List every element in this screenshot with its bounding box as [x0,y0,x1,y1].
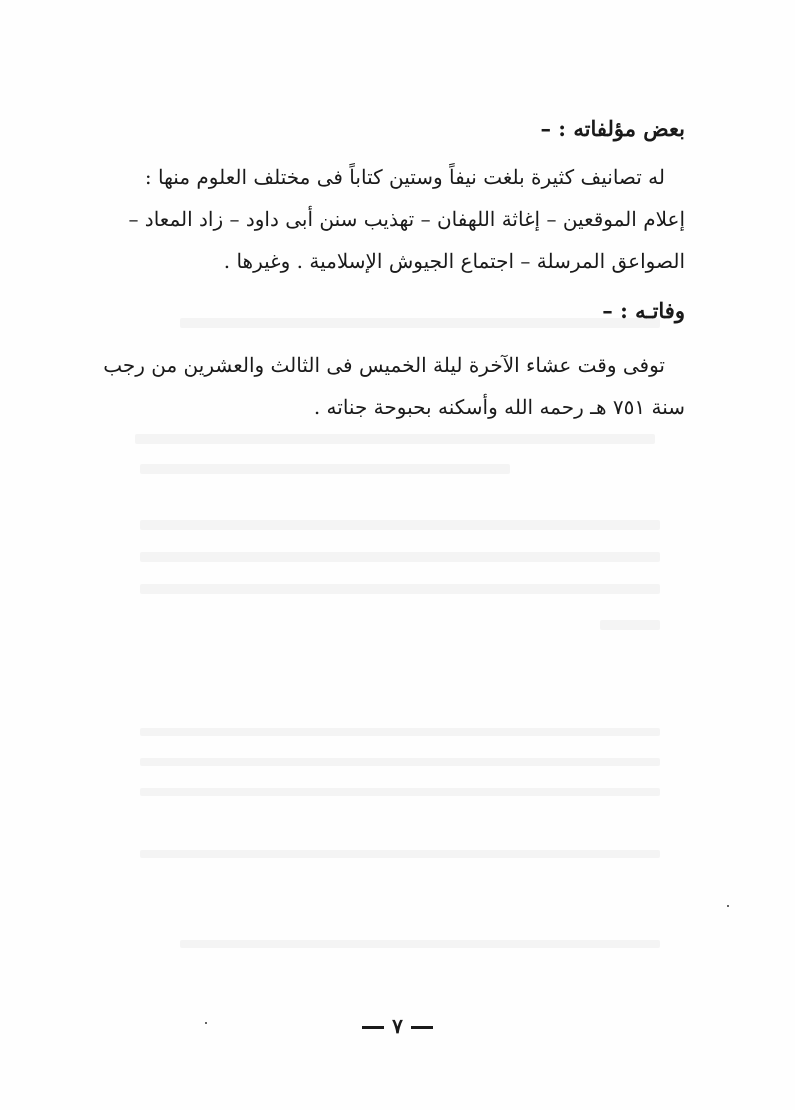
footer-dash [362,1026,384,1029]
bleed-through-mark [140,788,660,796]
page-speck [727,905,729,907]
works-paragraph [120,156,685,282]
bleed-through-mark [600,620,660,630]
bleed-through-mark [140,850,660,858]
bleed-through-mark [135,434,655,444]
page-number: ٧ [392,1014,403,1038]
bleed-through-mark [140,464,510,474]
page-footer [0,1012,795,1040]
paragraph-line: إعلام الموقعين – إغاثة اللهفان – تهذيب سنن أبى داود – زاد المعاد – [128,207,685,231]
section-heading-works: بعض مؤلفاته : – [540,116,685,141]
paragraph-line: الصواعق المرسلة – اجتماع الجيوش الإسلامية . وغيرها . [223,249,685,273]
bleed-through-mark [140,728,660,736]
bleed-through-mark [140,520,660,530]
death-paragraph [103,344,685,428]
footer-dash [411,1026,433,1029]
paragraph-line: توفى وقت عشاء الآخرة ليلة الخميس فى الثالث والعشرين من رجب [103,353,665,377]
bleed-through-mark [140,584,660,594]
section-heading-death: وفاتـه : – [602,298,685,323]
bleed-through-mark [180,940,660,948]
bleed-through-mark [140,758,660,766]
paragraph-line: سنة ٧٥١ هـ رحمه الله وأسكنه بحبوحة جناته . [313,395,685,419]
paragraph-line: له تصانيف كثيرة بلغت نيفاً وستين كتاباً فى مختلف العلوم منها : [144,165,665,189]
bleed-through-mark [140,552,660,562]
